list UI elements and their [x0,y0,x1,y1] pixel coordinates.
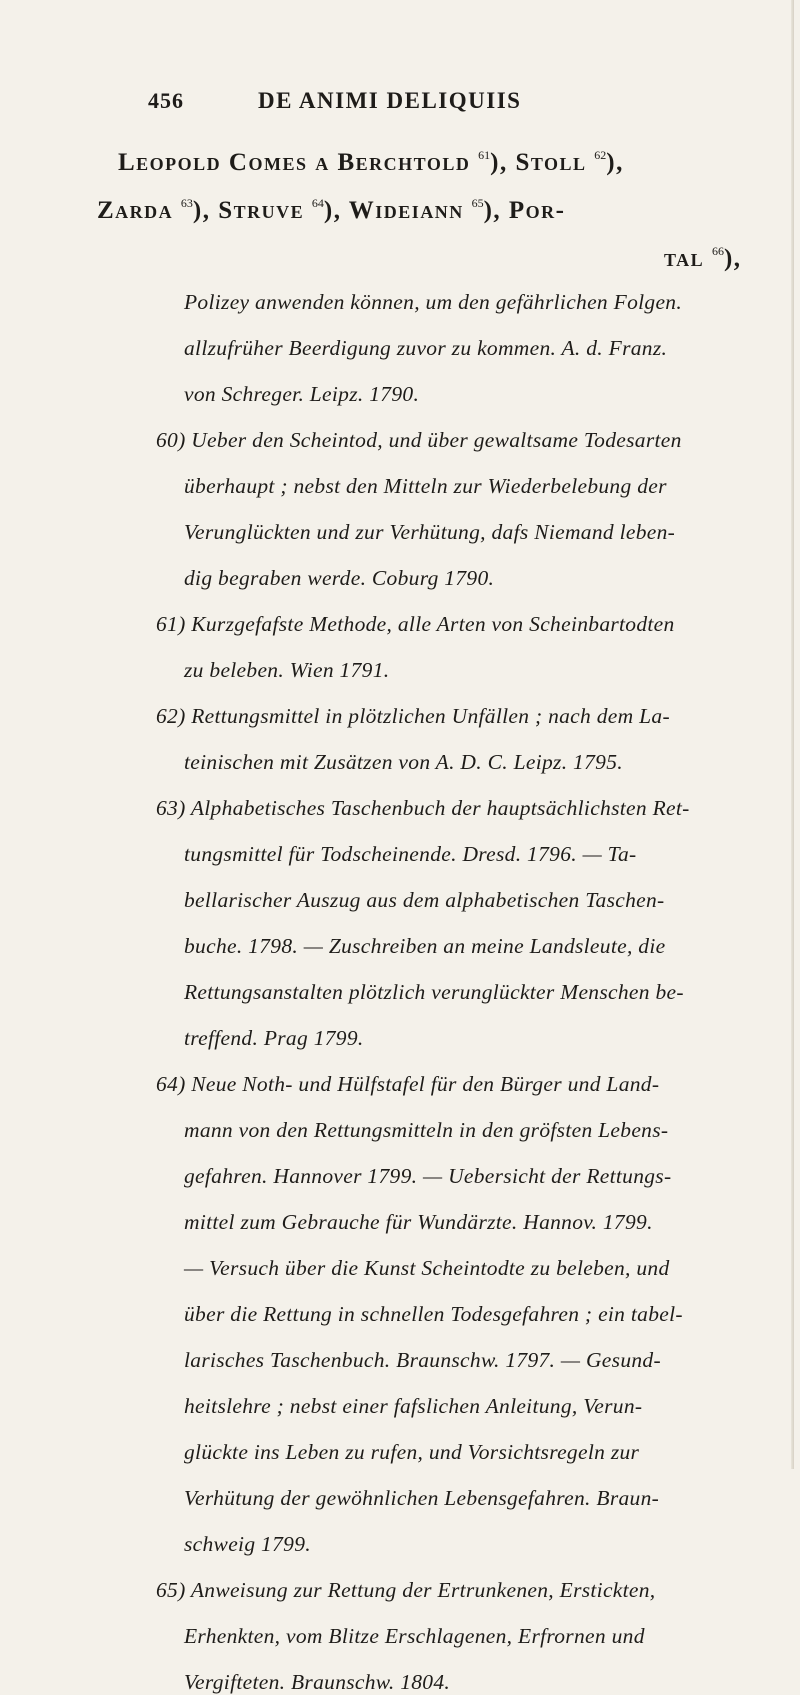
running-title: DE ANIMI DELIQUIIS [258,88,522,113]
footnote-line: Verhütung der gewöhnlichen Lebensgefahren. Braun- [184,1486,660,1510]
footnote-line: buche. 1798. — Zuschreiben an meine Landsleute, die [184,934,666,958]
footnote-line: — Versuch über die Kunst Scheintodte zu beleben, und [184,1256,670,1280]
footnote-line: 60) Ueber den Scheintod, und über gewaltsame Todesarten [156,428,682,452]
footnote-line: mittel zum Gebrauche für Wundärzte. Hannov. 1799. [184,1210,653,1234]
footnote-line: teinischen mit Zusätzen von A. D. C. Leipz. 1795. [184,750,623,774]
footnote-line: allzufrüher Beerdigung zuvor zu kommen. A. d. Franz. [184,336,668,360]
footnote-line: 62) Rettungsmittel in plötzlichen Unfällen ; nach dem La- [156,704,670,728]
page-header [0,88,800,128]
footnote-line: 65) Anweisung zur Rettung der Ertrunkenen, Erstickten, [156,1578,656,1602]
footnote-line: überhaupt ; nebst den Mitteln zur Wiederbelebung der [184,474,667,498]
footnote-line: 63) Alphabetisches Taschenbuch der hauptsächlichsten Ret- [156,796,690,820]
footnote-line: Erhenkten, vom Blitze Erschlagenen, Erfrornen und [184,1624,645,1648]
footnote-line: mann von den Rettungsmitteln in den gröfsten Lebens- [184,1118,669,1142]
footnote-line: heitslehre ; nebst einer fafslichen Anleitung, Verun- [184,1394,643,1418]
intro-line-2: Zarda $^{63}$), Struve $^{64}$), Wideiann $^{65}$), Por- [97,196,566,224]
intro-line-1: Leopold Comes a Berchtold $^{61}$), Stoll $^{62}$), [118,148,624,176]
page-number: 456 [148,88,184,113]
footnote-line: zu beleben. Wien 1791. [184,658,390,682]
footnote-line: Rettungsanstalten plötzlich verunglückter Menschen be- [184,980,684,1004]
footnote-line: schweig 1799. [184,1532,311,1556]
footnote-line: Polizey anwenden können, um den gefährlichen Folgen. [184,290,683,314]
footnote-line: über die Rettung in schnellen Todesgefahren ; ein tabel- [184,1302,683,1326]
footnote-line: gefahren. Hannover 1799. — Uebersicht der Rettungs- [184,1164,672,1188]
footnote-line: larisches Taschenbuch. Braunschw. 1797. — Gesund- [184,1348,661,1372]
footnote-line: tungsmittel für Todscheinende. Dresd. 1796. — Ta- [184,842,637,866]
footnote-line: dig begraben werde. Coburg 1790. [184,566,495,590]
footnote-line: 64) Neue Noth- und Hülfstafel für den Bürger und Land- [156,1072,660,1096]
footnote-line: 61) Kurzgefafste Methode, alle Arten von Scheinbartodten [156,612,675,636]
footnote-line: Verunglückten und zur Verhütung, dafs Niemand leben- [184,520,676,544]
footnote-line: von Schreger. Leipz. 1790. [184,382,420,406]
page-edge [791,0,794,1469]
footnote-line: glückte ins Leben zu rufen, und Vorsichtsregeln zur [184,1440,640,1464]
footnote-line: treffend. Prag 1799. [184,1026,364,1050]
footnote-line: bellarischer Auszug aus dem alphabetischen Taschen- [184,888,665,912]
footnote-line: Vergifteten. Braunschw. 1804. [184,1670,451,1694]
intro-line-3: tal $^{66}$), [664,244,742,272]
